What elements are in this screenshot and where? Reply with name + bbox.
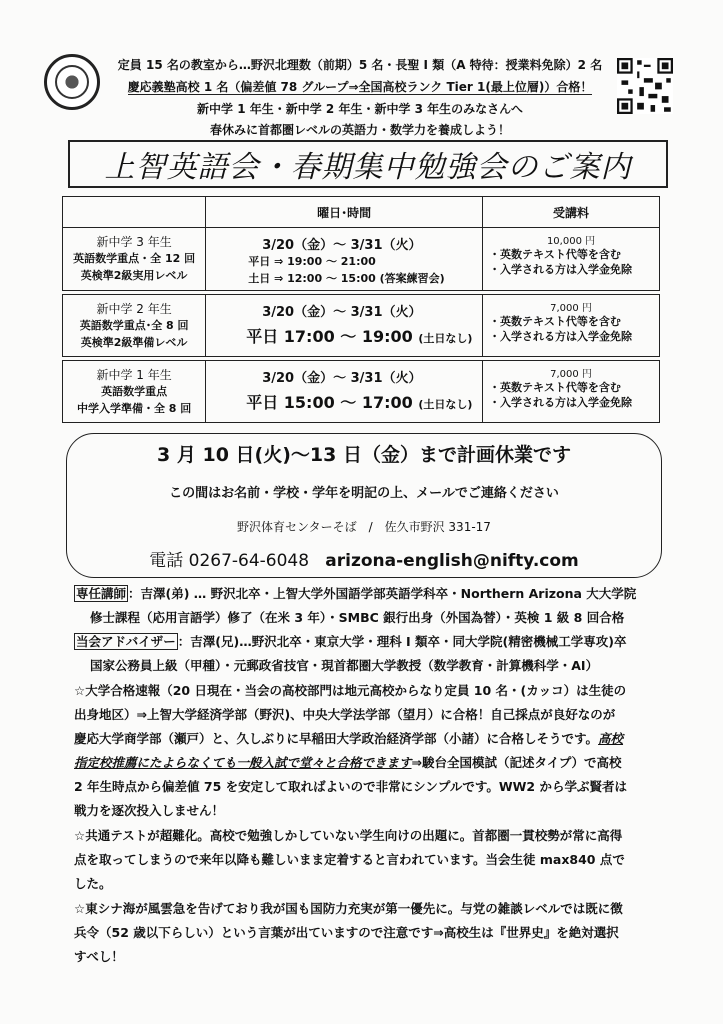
weekend-time: 土日 ⇒ 12:00 ～ 15:00 (答案練習会) xyxy=(248,272,445,285)
contact-line xyxy=(67,546,661,571)
date-range: 3/20（金）～ 3/31（火） xyxy=(262,305,422,320)
fee-note: ・英数テキスト代等を含む xyxy=(489,248,621,261)
header-blank xyxy=(63,197,206,228)
class-time: 平日 15:00 ～ 17:00 (土日なし) xyxy=(246,393,473,412)
closure-headline: 3 月 10 日(火)～13 日（金）まで計画休業です xyxy=(157,444,571,466)
date-range: 3/20（金）～ 3/31（火） xyxy=(262,238,422,253)
instructor-label: 専任講師 xyxy=(76,586,127,601)
body-line: ☆大学合格速報（20 日現在・当会の高校部門は地元高校からなり定員 10 名・(カッコ）は生徒の xyxy=(74,683,627,698)
advisor-label: 当会アドバイザー xyxy=(76,634,176,649)
fee-note: ・入学される方は入学金免除 xyxy=(489,330,633,343)
course-focus: 英語数学重点・全 12 回 xyxy=(73,252,196,265)
body-line: 指定校推薦にたよらなくても一般入試で堂々と合格できます⇒駿台全国模試（記述タイプ）で高校 xyxy=(74,755,622,770)
course-focus: 英語数学重点 xyxy=(101,385,168,398)
body-line: 出身地区）⇒上智大学経済学部（野沢)、中央大学法学部（望月）に合格！自己採点が良好なのが xyxy=(74,707,616,722)
header-day-time: 曜日･時間 xyxy=(206,197,483,228)
header-line-4: 春休みに首都圏レベルの英語力・数学力を養成しよう！ xyxy=(209,123,510,137)
fee-note: ・入学される方は入学金免除 xyxy=(489,396,633,409)
fee-note: ・入学される方は入学金免除 xyxy=(489,263,633,276)
contact-instruction: この間はお名前・学校・学年を明記の上、メールでご連絡ください xyxy=(169,486,559,501)
table-row xyxy=(63,228,660,291)
fee-note: ・英数テキスト代等を含む xyxy=(489,381,621,394)
body-line: 2 年生時点から偏差値 75 を安定して取ればよいので非常にシンプルです。WW2 から学ぶ賢者は xyxy=(74,779,627,794)
grade-label: 新中学 1 年生 xyxy=(96,368,172,382)
university-seal-logo xyxy=(44,54,100,110)
table-row xyxy=(63,361,660,423)
course-level: 英検準2級実用レベル xyxy=(80,269,188,282)
body-line: ☆共通テストが超難化。高校で勉強しかしていない学生向けの出題に。首都圏一貫校勢が常に高得 xyxy=(74,828,623,843)
instructor-line: 専任講師 ：吉澤(弟) … 野沢北卒・上智大学外国語学部英語学科卒・Northern Arizona 大大学院 xyxy=(76,586,637,601)
fee-amount: 7,000 円 xyxy=(550,303,592,314)
body-line: 戦力を逐次投入しません！ xyxy=(74,803,225,818)
body-line: した。 xyxy=(74,876,112,891)
header-line-3: 新中学 1 年生・新中学 2 年生・新中学 3 年生のみなさんへ xyxy=(197,102,523,116)
weekday-time: 平日 ⇒ 19:00 ～ 21:00 xyxy=(248,255,376,268)
course-level: 英検準2級準備レベル xyxy=(80,336,188,349)
schedule-table xyxy=(62,196,660,423)
body-line: 修士課程（応用言語学）修了（在米 3 年）・SMBC 銀行出身（外国為替）・英検 1 級 8 回合格 xyxy=(90,610,625,625)
phone-number: 電話 0267-64-6048 xyxy=(149,551,310,571)
advisor-line: 当会アドバイザー ：吉澤(兄)…野沢北卒・東京大学・理科 I 類卒・同大学院(精密機械工学専攻)卒 xyxy=(76,634,627,649)
body-line: ☆東シナ海が風雲急を告げており我が国も国防力充実が第一優先に。与党の雑談レベルでは既に徴 xyxy=(74,901,623,916)
email-address[interactable]: arizona-english@nifty.com xyxy=(325,551,579,571)
fee-amount: 7,000 円 xyxy=(550,369,592,380)
table-row xyxy=(63,295,660,357)
grade-label: 新中学 2 年生 xyxy=(96,302,172,316)
course-focus: 英語数学重点･全 8 回 xyxy=(79,319,189,332)
address: 野沢体育センターそば / 佐久市野沢 331-17 xyxy=(237,520,491,534)
body-line: 慶応大学商学部（瀬戸）と、久しぶりに早稲田大学政治経済学部（小諸）に合格しそうです。高校 xyxy=(74,731,624,746)
body-line: 点を取ってしまうので来年以降も難しいまま定着すると言われています。当会生徒 max840 点で xyxy=(74,852,625,867)
body-line: すべし！ xyxy=(74,949,124,964)
fee-amount: 10,000 円 xyxy=(546,236,596,247)
page-title: 上智英語会・春期集中勉強会のご案内 xyxy=(68,140,668,188)
fee-note: ・英数テキスト代等を含む xyxy=(489,315,621,328)
date-range: 3/20（金）～ 3/31（火） xyxy=(262,371,422,386)
body-line: 国家公務員上級（甲種）・元郵政省技官・現首都圏大学教授（数学教育・計算機科学・AI） xyxy=(90,658,599,673)
header-line-1: 定員 15 名の教室から…野沢北理数（前期）5 名・長聖 I 類（A 特待：授業料免除）2 名 xyxy=(117,58,603,72)
body-line: 兵令（52 歳以下らしい）という言葉が出ていますので注意です⇒高校生は『世界史』を絶対選択 xyxy=(74,925,619,940)
header-line-2: 慶応義塾高校 1 名（偏差値 78 グループ⇒全国高校ランク Tier 1(最上位層)）合格！ xyxy=(127,80,593,94)
closure-notice-box xyxy=(66,433,662,578)
grade-label: 新中学 3 年生 xyxy=(96,235,172,249)
course-level: 中学入学準備・全 8 回 xyxy=(76,402,192,415)
header-fee: 受講料 xyxy=(483,197,660,228)
qr-code-icon xyxy=(617,58,673,114)
class-time: 平日 17:00 ～ 19:00 (土日なし) xyxy=(246,327,473,346)
